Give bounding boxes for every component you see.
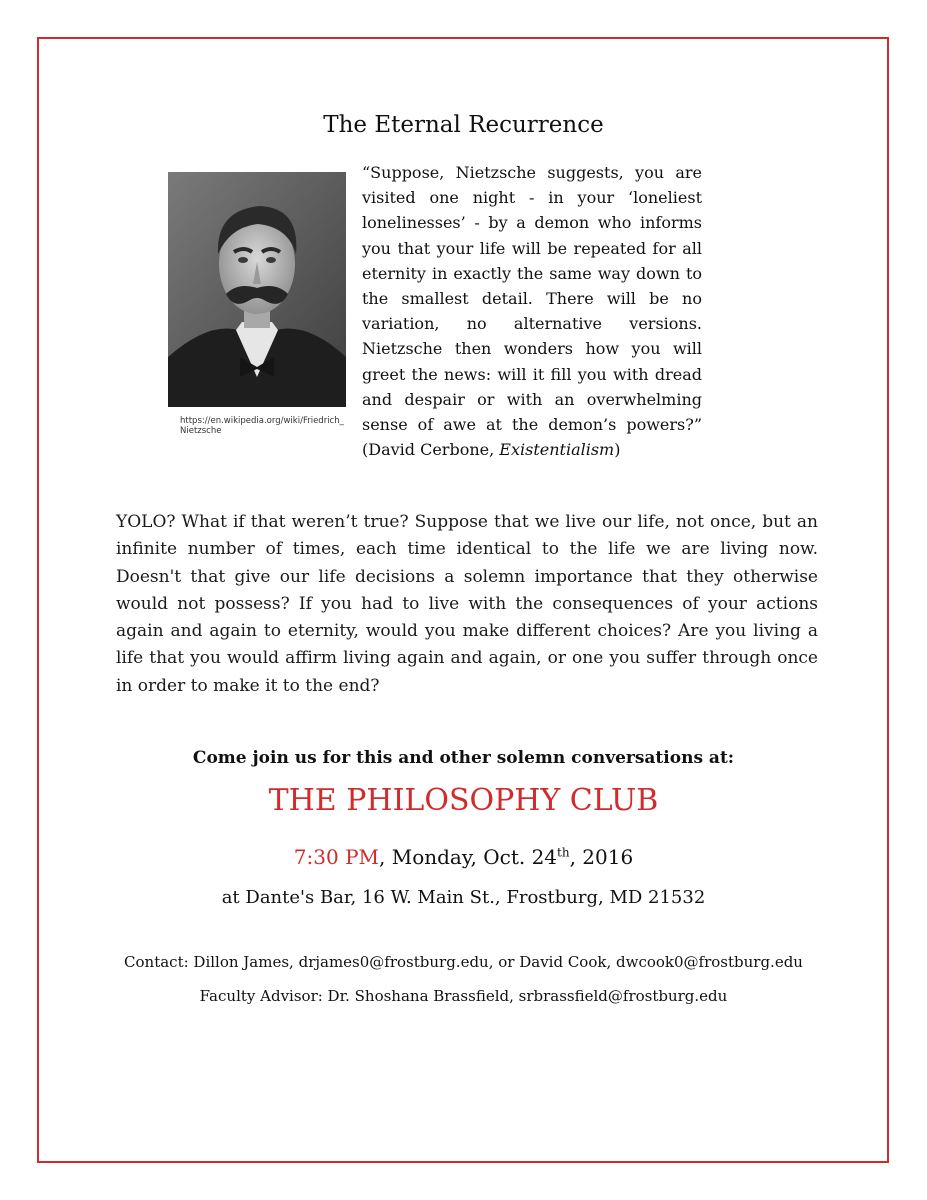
invite-line: Come join us for this and other solemn conversations at: [192, 748, 735, 768]
quote-source-title: Existentialism [499, 440, 615, 460]
event-year: , 2016 [569, 845, 634, 869]
event-date-ordinal: th [557, 845, 570, 860]
nietzsche-portrait [168, 172, 346, 407]
quote-text: “Suppose, Nietzsche suggests, you are visited one night - in your ‘loneliest lonelinesses’ - by a demon who informs you that your life will be repeated for all eternity in exactly the same way down to the smallest detail. There will be no variation, no alternative versions. Nietzsche then wonders how you will greet the news: will it fill you with dread and despair or with an overwhelming sense of awe at the demon’s powers?” (David Cerbone, [362, 163, 702, 460]
event-time: 7:30 PM [293, 845, 380, 869]
event-datetime [0, 845, 927, 869]
event-date: , Monday, Oct. 24 [379, 845, 558, 869]
photo-credit: https://en.wikipedia.org/wiki/Friedrich_ Nietzsche [180, 416, 344, 436]
quote-block [362, 160, 702, 462]
quote-closing: ) [614, 440, 621, 460]
club-name: THE PHILOSOPHY CLUB [268, 783, 659, 818]
portrait-image [168, 172, 346, 407]
body-paragraph: YOLO? What if that weren’t true? Suppose that we live our life, not once, but an infinite number of times, each time identical to the life we are living now. Doesn't that give our life decisions a solemn importance that they otherwise would not possess? If you had to live with the consequences of your actions again and again to eternity, would you make different choices? Are you living a life that you would affirm living again and again, or one you suffer through once in order to make it to the end? [116, 512, 818, 696]
event-location: at Dante's Bar, 16 W. Main St., Frostburg, MD 21532 [221, 887, 706, 908]
faculty-advisor-line: Faculty Advisor: Dr. Shoshana Brassfield, srbrassfield@frostburg.edu [199, 987, 728, 1005]
flyer-title: The Eternal Recurrence [323, 112, 604, 138]
contact-line: Contact: Dillon James, drjames0@frostburg.edu, or David Cook, dwcook0@frostburg.edu [124, 953, 803, 971]
